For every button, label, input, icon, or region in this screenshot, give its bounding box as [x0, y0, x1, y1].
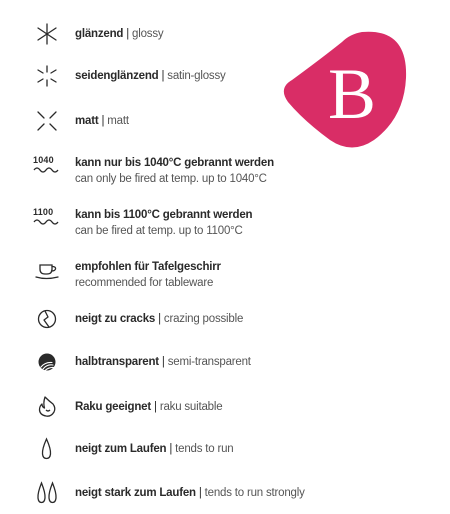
- semi-transparent-icon: [29, 348, 65, 376]
- fire-1100-icon: [33, 207, 69, 235]
- label-en: tends to run: [175, 443, 234, 455]
- drop-icon: [29, 435, 65, 463]
- label-en: semi-transparent: [167, 356, 251, 368]
- crack-circle-icon: [29, 305, 65, 333]
- fire-1100-label: 1100: [33, 207, 54, 217]
- label-en: glossy: [132, 28, 164, 40]
- label-de: glänzend: [75, 28, 124, 40]
- label-en: can only be fired at temp. up to 1040°C: [75, 173, 267, 185]
- label-de: Raku geeignet: [75, 401, 152, 413]
- label-de: matt: [75, 115, 99, 127]
- label-en: tends to run strongly: [204, 487, 305, 499]
- raku-flame-icon: [29, 393, 65, 421]
- logo-letter: B: [327, 54, 377, 134]
- wave-icon: [33, 217, 63, 225]
- label-de: neigt zum Laufen: [75, 443, 167, 455]
- label-en: recommended for tableware: [75, 277, 214, 289]
- label-en: raku suitable: [159, 401, 223, 413]
- satin-glossy-star-icon: [29, 62, 65, 90]
- label-de: halbtransparent: [75, 356, 159, 368]
- fire-1040-icon: [33, 155, 69, 183]
- wave-icon: [33, 165, 63, 173]
- label-de: kann bis 1100°C gebrannt werden: [75, 209, 253, 221]
- glaze-legend: glänzend | glossy seidenglänzend | satin-glossy matt | matt 1040 kann nur bis 1040°C gebrannt werden can only be fired at temp. up to 1040°C 1100 kann bis 1100°C gebrannt werden can be fired at temp. up to 1100°C empfohlen für Tafelgeschirr recommended for tableware neigt zu cracks | crazing possible halbtransparent | semi-transparent Raku geeignet | raku suitable neigt zum Laufen | tends to run neigt stark zum Laufen | tends to run strongly: [0, 0, 450, 514]
- matt-x-icon: [29, 107, 65, 135]
- label-en: crazing possible: [163, 313, 244, 325]
- double-drop-icon: [29, 479, 65, 507]
- label-de: kann nur bis 1040°C gebrannt werden: [75, 157, 274, 169]
- cup-icon: [29, 257, 65, 285]
- label-en: can be fired at temp. up to 1100°C: [75, 225, 243, 237]
- label-de: neigt stark zum Laufen: [75, 487, 196, 499]
- label-en: satin-glossy: [167, 70, 226, 82]
- fire-1040-label: 1040: [33, 155, 54, 165]
- label-en: matt: [107, 115, 129, 127]
- label-de: empfohlen für Tafelgeschirr: [75, 261, 221, 273]
- label-de: neigt zu cracks: [75, 313, 156, 325]
- brand-logo: [278, 22, 414, 158]
- label-de: seidenglänzend: [75, 70, 159, 82]
- glossy-star-icon: [29, 20, 65, 48]
